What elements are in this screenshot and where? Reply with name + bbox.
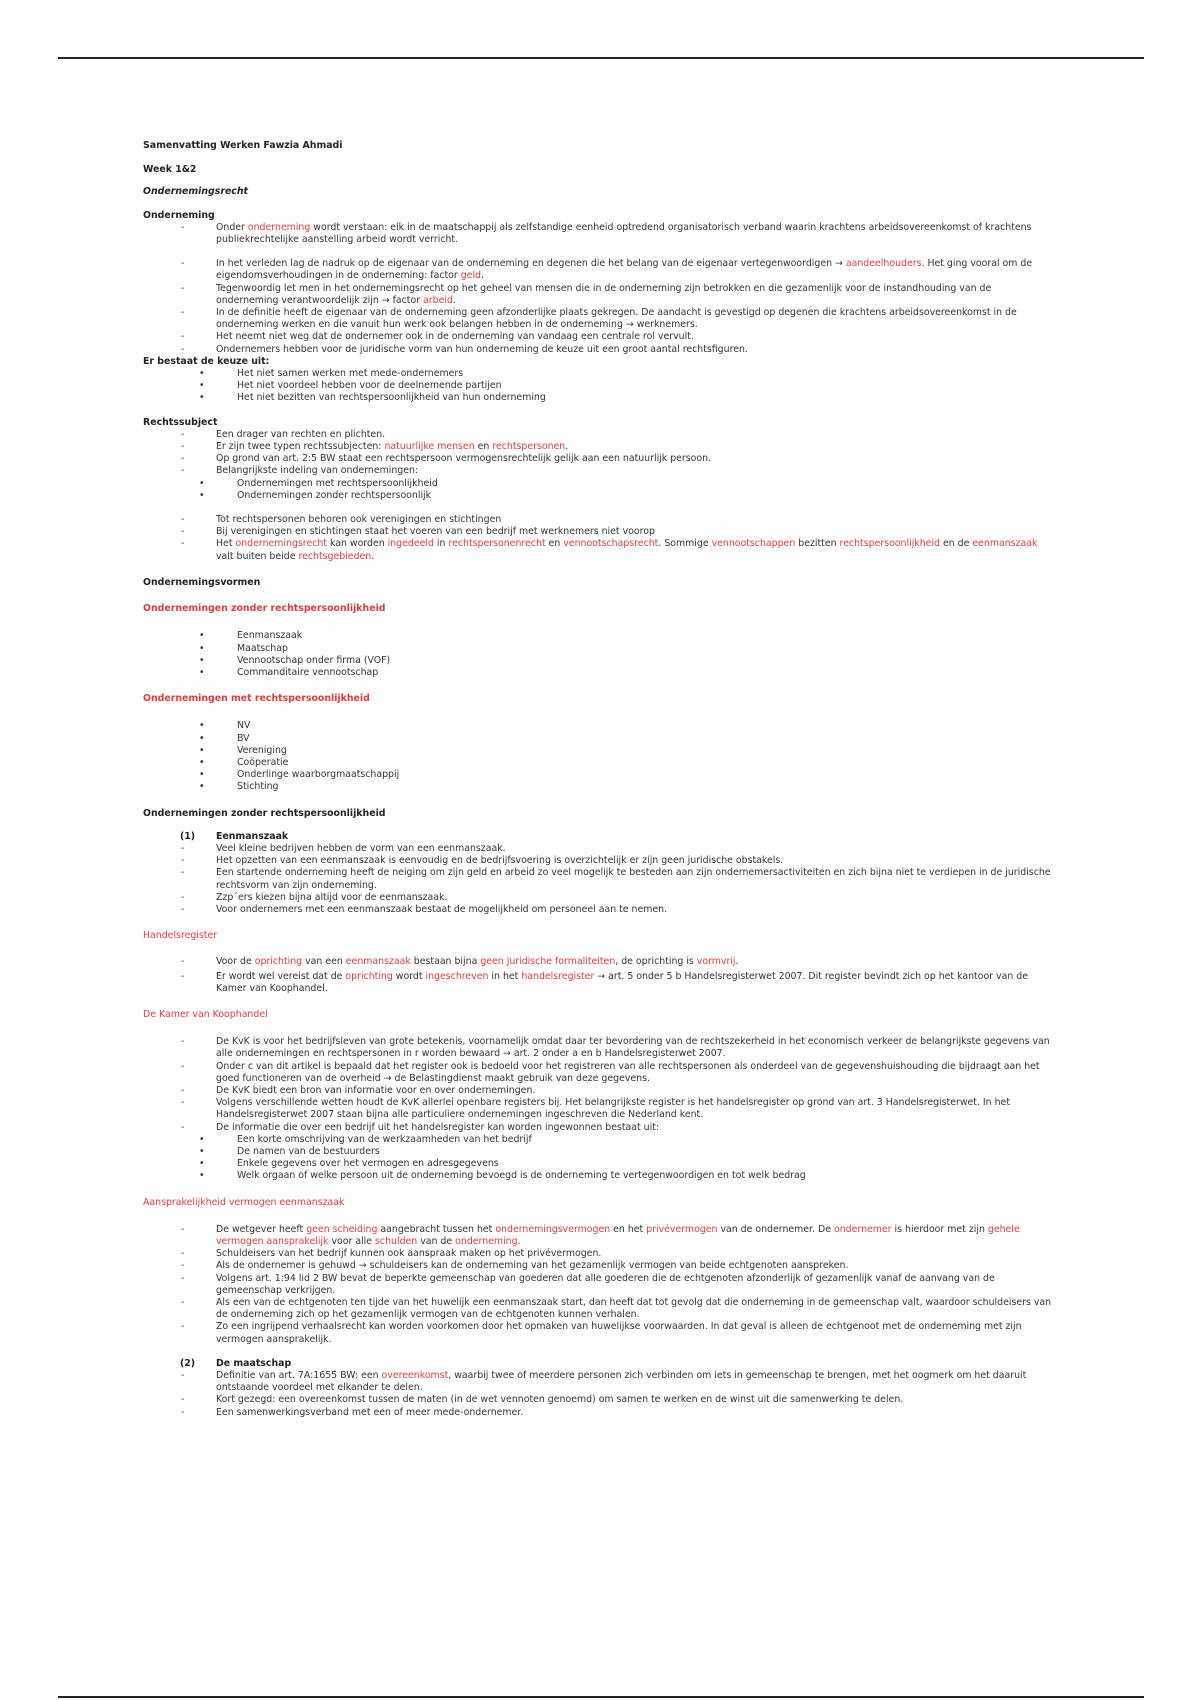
text-run: Er zijn twee typen rechtssubjecten: [216, 441, 385, 453]
text-run: . [517, 1236, 521, 1248]
text-run: Voor de [216, 956, 255, 968]
text-run: in het [488, 970, 522, 982]
list-item [143, 258, 1055, 282]
text-run: van de ondernemer. De [717, 1223, 834, 1235]
text-run: bezitten [795, 538, 840, 550]
text-run: aangebracht tussen het [377, 1223, 496, 1235]
highlighted-term: onderneming [247, 221, 311, 233]
list-item [143, 1321, 1055, 1345]
list-item [143, 441, 1055, 453]
text-run: voor alle [328, 1236, 376, 1248]
list-item [143, 429, 1055, 441]
eenmanszaak-list [143, 843, 1055, 916]
text-run: . Sommige [658, 538, 712, 550]
text-run: Tegenwoordig let men in het ondernemingsrecht op het geheel van mensen die in de onderneming zijn betrokken en die gezamenlijk voor de instandhouding van de onderneming verantwoordelijk zijn → factor [216, 282, 992, 306]
highlighted-term: geen scheiding [306, 1223, 378, 1235]
text-run: . [565, 441, 569, 453]
subheading-aansprakelijkheid: Aansprakelijkheid vermogen eenmanszaak [143, 1196, 345, 1208]
list-item [143, 344, 1055, 356]
list-item [143, 1097, 1055, 1121]
aansprakelijkheid-list [143, 1224, 1055, 1346]
text-run: Er wordt wel vereist dat de [216, 970, 346, 982]
highlighted-term: ingedeeld [387, 538, 434, 550]
list-item [143, 904, 1055, 916]
list-item [143, 453, 1055, 465]
highlighted-term: vennootschapsrecht [563, 538, 659, 550]
list-item: • Welk orgaan of welke persoon uit de onderneming bevoegd is de onderneming te vertegenwoordigen en tot welk bedrag [143, 1170, 1055, 1182]
section-heading-onderneming: Onderneming [143, 209, 215, 221]
highlighted-term: geen juridische formaliteiten [480, 956, 616, 968]
list-item [143, 331, 1055, 343]
highlighted-term: handelsregister [521, 970, 595, 982]
list-item [143, 1394, 1055, 1406]
highlighted-term: ondernemer [833, 1223, 892, 1235]
highlighted-term: ingeschreven [425, 970, 489, 982]
list-item [143, 1407, 1055, 1419]
text-run: Een samenwerkingsverband met een of meer mede-ondernemer. [216, 1406, 524, 1418]
item-number: (2) [180, 1357, 196, 1369]
text-run: De informatie die over een bedrijf uit het handelsregister kan worden ingewonnen bestaat uit: [216, 1121, 660, 1133]
highlighted-term: natuurlijke mensen [384, 441, 475, 453]
list-item: • Een korte omschrijving van de werkzaamheden van het bedrijf [143, 1134, 1055, 1146]
list-item [143, 465, 1055, 477]
list-item [143, 1085, 1055, 1097]
handelsregister-list [143, 956, 1055, 995]
text-run: wordt [392, 970, 426, 982]
highlighted-term: ondernemingsrecht [235, 538, 327, 550]
list-item: • Maatschap [143, 643, 1055, 655]
indeling-list [143, 478, 1055, 502]
list-item: • Vereniging [143, 745, 1055, 757]
highlighted-term: gehele vermogen aansprakelijk [216, 1223, 1020, 1248]
highlighted-term: eenmanszaak [972, 538, 1038, 550]
text-run: en [474, 441, 493, 453]
week-label: Week 1&2 [143, 164, 197, 176]
highlighted-term: oprichting [254, 956, 303, 968]
eenmanszaak-heading: Eenmanszaak [216, 830, 289, 842]
text-run: . Het ging vooral om de eigendomsverhoudingen in de onderneming: factor [216, 258, 1033, 282]
text-run: . [452, 294, 456, 306]
met-list [143, 720, 1055, 793]
text-run: . [735, 956, 739, 968]
list-item [143, 1297, 1055, 1321]
maatschap-heading: De maatschap [216, 1357, 292, 1369]
text-run: . [481, 270, 484, 282]
highlighted-term: ondernemingsvermogen [495, 1223, 611, 1235]
list-item: • Ondernemingen zonder rechtspersoonlijk [143, 490, 1055, 502]
list-item [143, 892, 1055, 904]
keuze-heading: Er bestaat de keuze uit: [143, 355, 270, 367]
topic-heading: Ondernemingsrecht [143, 186, 249, 198]
rechtssubject-list-a [143, 429, 1055, 478]
highlighted-term: overeenkomst [381, 1370, 449, 1382]
keuze-list [143, 368, 1055, 405]
list-item [143, 538, 1055, 562]
maatschap-list [143, 1370, 1055, 1419]
list-item: • Stichting [143, 781, 1055, 793]
list-item [143, 1122, 1055, 1134]
text-run: Zzp´ers kiezen bijna altijd voor de eenmanszaak. [216, 891, 448, 903]
list-item: • Onderlinge waarborgmaatschappij [143, 769, 1055, 781]
text-run: De KvK is voor het bedrijfsleven van grote betekenis, voornamelijk omdat daar ter bevordering van de rechtszekerheid in het economisch verkeer de belangrijkste gegevens van alle ondernemingen en rechtspersonen in r worden bewaard → art. 2 onder a en b Handelsregisterwet 2007. [216, 1036, 1050, 1060]
subheading-met: Ondernemingen met rechtspersoonlijkheid [143, 693, 370, 705]
text-run: Tot rechtspersonen behoren ook verenigingen en stichtingen [216, 514, 502, 526]
zonder-list [143, 630, 1055, 679]
text-run: Als een van de echtgenoten ten tijde van het huwelijk een eenmanszaak start, dan heeft dat tot gevolg dat die onderneming in de gemeenschap valt, waardoor schuldeisers van de onderneming zich op het gezamenlijk vermogen van de echtgenoten kunnen verhalen. [216, 1297, 1052, 1321]
text-run: is hierdoor met zijn [891, 1223, 988, 1235]
text-run: Ondernemers hebben voor de juridische vorm van hun onderneming de keuze uit een groot aantal rechtsfiguren. [216, 343, 748, 355]
highlighted-term: rechtsgebieden [298, 550, 372, 562]
section-heading-rechtssubject: Rechtssubject [143, 416, 218, 428]
list-item: • NV [143, 720, 1055, 732]
list-item [143, 307, 1055, 331]
subheading-kvk: De Kamer van Koophandel [143, 1008, 268, 1020]
text-run: Kort gezegd: een overeenkomst tussen de maten (in de wet vennoten genoemd) om samen te werken en de winst uit die samenwerking te delen. [216, 1394, 904, 1406]
list-item: • Enkele gegevens over het vermogen en adresgegevens [143, 1158, 1055, 1170]
section-heading-zonder-rechtspersoonlijkheid: Ondernemingen zonder rechtspersoonlijkheid [143, 807, 386, 819]
rechtssubject-list-b [143, 514, 1055, 563]
document-title: Samenvatting Werken Fawzia Ahmadi [143, 140, 343, 151]
list-item: • Ondernemingen met rechtspersoonlijkheid [143, 478, 1055, 490]
text-run: In het verleden lag de nadruk op de eigenaar van de onderneming en degenen die het belang van de eigenaar vertegenwoordigen → [216, 258, 846, 270]
text-run: Volgens art. 1:94 lid 2 BW bevat de beperkte gemeenschap van goederen dat alle goederen die de echtgenoten afzonderlijk of gezamenlijk vanaf de aanvang van de gemeenschap verkrijgen. [216, 1272, 995, 1296]
top-rule [58, 57, 1144, 59]
text-run: van de [417, 1236, 456, 1248]
highlighted-term: vennootschappen [711, 538, 796, 550]
onderneming-list [143, 222, 1055, 356]
text-run: Het opzetten van een eenmanszaak is eenvoudig en de bedrijfsvoering is overzichtelijk er zijn geen juridische obstakels. [216, 855, 784, 867]
highlighted-term: schulden [375, 1236, 418, 1248]
text-run: . [371, 550, 375, 562]
text-run: en het [610, 1223, 647, 1235]
highlighted-term: rechtspersonenrecht [448, 538, 546, 550]
list-item [143, 971, 1055, 995]
text-run: Schuldeisers van het bedrijf kunnen ook aanspraak maken op het privévermogen. [216, 1248, 602, 1260]
text-run: Onder c van dit artikel is bepaald dat het register ook is bedoeld voor het registreren van alle rechtspersonen als onderdeel van de gegevenshuishouding die bijdraagt aan het goed functioneren van de overheid → de Belastingdienst maakt gebruik van deze gegevens. [216, 1060, 1040, 1084]
list-item [143, 1036, 1055, 1060]
text-run: Belangrijkste indeling van ondernemingen: [216, 465, 419, 477]
list-item [143, 867, 1055, 891]
bottom-rule [58, 1696, 1144, 1698]
kvk-bullets [143, 1134, 1055, 1183]
text-run: Volgens verschillende wetten houdt de KvK allerlei openbare registers bij. Het belangrijkste register is het handelsregister op grond van art. 3 Handelsregisterwet. In het Handelsregisterwet 2007 staan bijna alle particuliere ondernemingen ingeschreven die Nederland kent. [216, 1097, 1010, 1121]
text-run: Bij verenigingen en stichtingen staat het voeren van een bedrijf met werknemers niet voorop [216, 526, 655, 538]
highlighted-term: arbeid [423, 294, 453, 306]
text-run: Als de ondernemer is gehuwd → schuldeisers kan de onderneming van het gezamenlijk vermogen van beide echtgenoten aanspreken. [216, 1260, 849, 1272]
list-item: • Commanditaire vennootschap [143, 667, 1055, 679]
list-item: • BV [143, 733, 1055, 745]
text-run: en de [940, 538, 973, 550]
numbered-heading-eenmanszaak [143, 831, 1055, 843]
highlighted-term: onderneming [455, 1236, 518, 1248]
section-heading-ondernemingsvormen: Ondernemingsvormen [143, 576, 261, 588]
text-run: Het [216, 538, 236, 550]
list-item [143, 1224, 1055, 1248]
text-run: bestaan bijna [410, 956, 481, 968]
text-run: Op grond van art. 2:5 BW staat een rechtspersoon vermogensrechtelijk gelijk aan een natuurlijk persoon. [216, 453, 712, 465]
text-run: Voor ondernemers met een eenmanszaak bestaat de mogelijkheid om personeel aan te nemen. [216, 903, 668, 915]
text-run: De wetgever heeft [216, 1223, 307, 1235]
list-item: • De namen van de bestuurders [143, 1146, 1055, 1158]
list-item [143, 855, 1055, 867]
text-run: en [545, 538, 564, 550]
highlighted-term: oprichting [345, 970, 393, 982]
list-item: • Het niet samen werken met mede-ondernemers [143, 368, 1055, 380]
list-item [143, 514, 1055, 526]
list-item [143, 843, 1055, 855]
text-run: Definitie van art. 7A:1655 BW: een [216, 1370, 382, 1382]
list-item: • Coöperatie [143, 757, 1055, 769]
document-body [143, 140, 1055, 1419]
text-run: , de oprichting is [615, 956, 697, 968]
numbered-heading-maatschap [143, 1358, 1055, 1370]
subheading-zonder: Ondernemingen zonder rechtspersoonlijkheid [143, 603, 386, 615]
kvk-list [143, 1036, 1055, 1134]
list-item [143, 1061, 1055, 1085]
list-item [143, 222, 1055, 246]
list-item [143, 283, 1055, 307]
text-run: valt buiten beide [216, 550, 299, 562]
list-item [143, 1248, 1055, 1260]
text-run: Een drager van rechten en plichten. [216, 428, 386, 440]
text-run: Onder [216, 221, 248, 233]
list-item [143, 1273, 1055, 1297]
text-run: van een [302, 956, 346, 968]
text-run: De KvK biedt een bron van informatie voor en over ondernemingen. [216, 1084, 536, 1096]
text-run: wordt verstaan: elk in de maatschappij als zelfstandige eenheid optredend organisatorisch verband waarin krachtens arbeidsovereenkomst of krachtens publiekrechtelijke aanstelling arbeid wordt verricht. [216, 221, 1032, 246]
highlighted-term: eenmanszaak [345, 956, 411, 968]
highlighted-term: aandeelhouders [845, 258, 922, 270]
text-run: Veel kleine bedrijven hebben de vorm van een eenmanszaak. [216, 842, 506, 854]
text-run: Zo een ingrijpend verhaalsrecht kan worden voorkomen door het opmaken van huwelijkse voorwaarden. In dat geval is alleen de echtgenoot met de onderneming met zijn vermogen aansprakelijk. [216, 1321, 1022, 1345]
list-item: • Het niet bezitten van rechtspersoonlijkheid van hun onderneming [143, 392, 1055, 404]
text-run: kan worden [326, 538, 388, 550]
text-run: → art. 5 onder 5 b Handelsregisterwet 2007. Dit register bevindt zich op het kantoor van de Kamer van Koophandel. [216, 970, 1028, 994]
list-item [143, 1370, 1055, 1394]
list-item: • Het niet voordeel hebben voor de deelnemende partijen [143, 380, 1055, 392]
text-run: Het neemt niet weg dat de ondernemer ook in de onderneming van vandaag een centrale rol vervult. [216, 331, 694, 343]
subheading-handelsregister: Handelsregister [143, 930, 218, 942]
list-item [143, 956, 1055, 968]
text-run: Een startende onderneming heeft de neiging om zijn geld en arbeid zo veel mogelijk te besteden aan zijn ondernemersactiviteiten en zich bijna niet te verdiepen in de juridische rechtsvorm van zijn onderneming. [216, 867, 1051, 891]
list-item: • Eenmanszaak [143, 630, 1055, 642]
list-item [143, 526, 1055, 538]
text-run: , waarbij twee of meerdere personen zich verbinden om iets in gemeenschap te brengen, met het oogmerk om het daaruit ontstaande voordeel met elkander te delen. [216, 1370, 1027, 1394]
item-number: (1) [180, 830, 196, 842]
highlighted-term: rechtspersoonlijkheid [839, 538, 940, 550]
highlighted-term: vormvrij [696, 956, 736, 968]
text-run: In de definitie heeft de eigenaar van de onderneming geen afzonderlijke plaats gekregen. De aandacht is gevestigd op degenen die krachtens arbeidsovereenkomst in de onderneming werken en die vanuit hun werk ook belangen hebben in de onderneming → werknemers. [216, 307, 1017, 331]
text-run: in [433, 538, 449, 550]
highlighted-term: rechtspersonen [492, 441, 566, 453]
list-item: • Vennootschap onder firma (VOF) [143, 655, 1055, 667]
list-item [143, 1260, 1055, 1272]
highlighted-term: geld [460, 270, 482, 282]
highlighted-term: privévermogen [646, 1223, 718, 1235]
